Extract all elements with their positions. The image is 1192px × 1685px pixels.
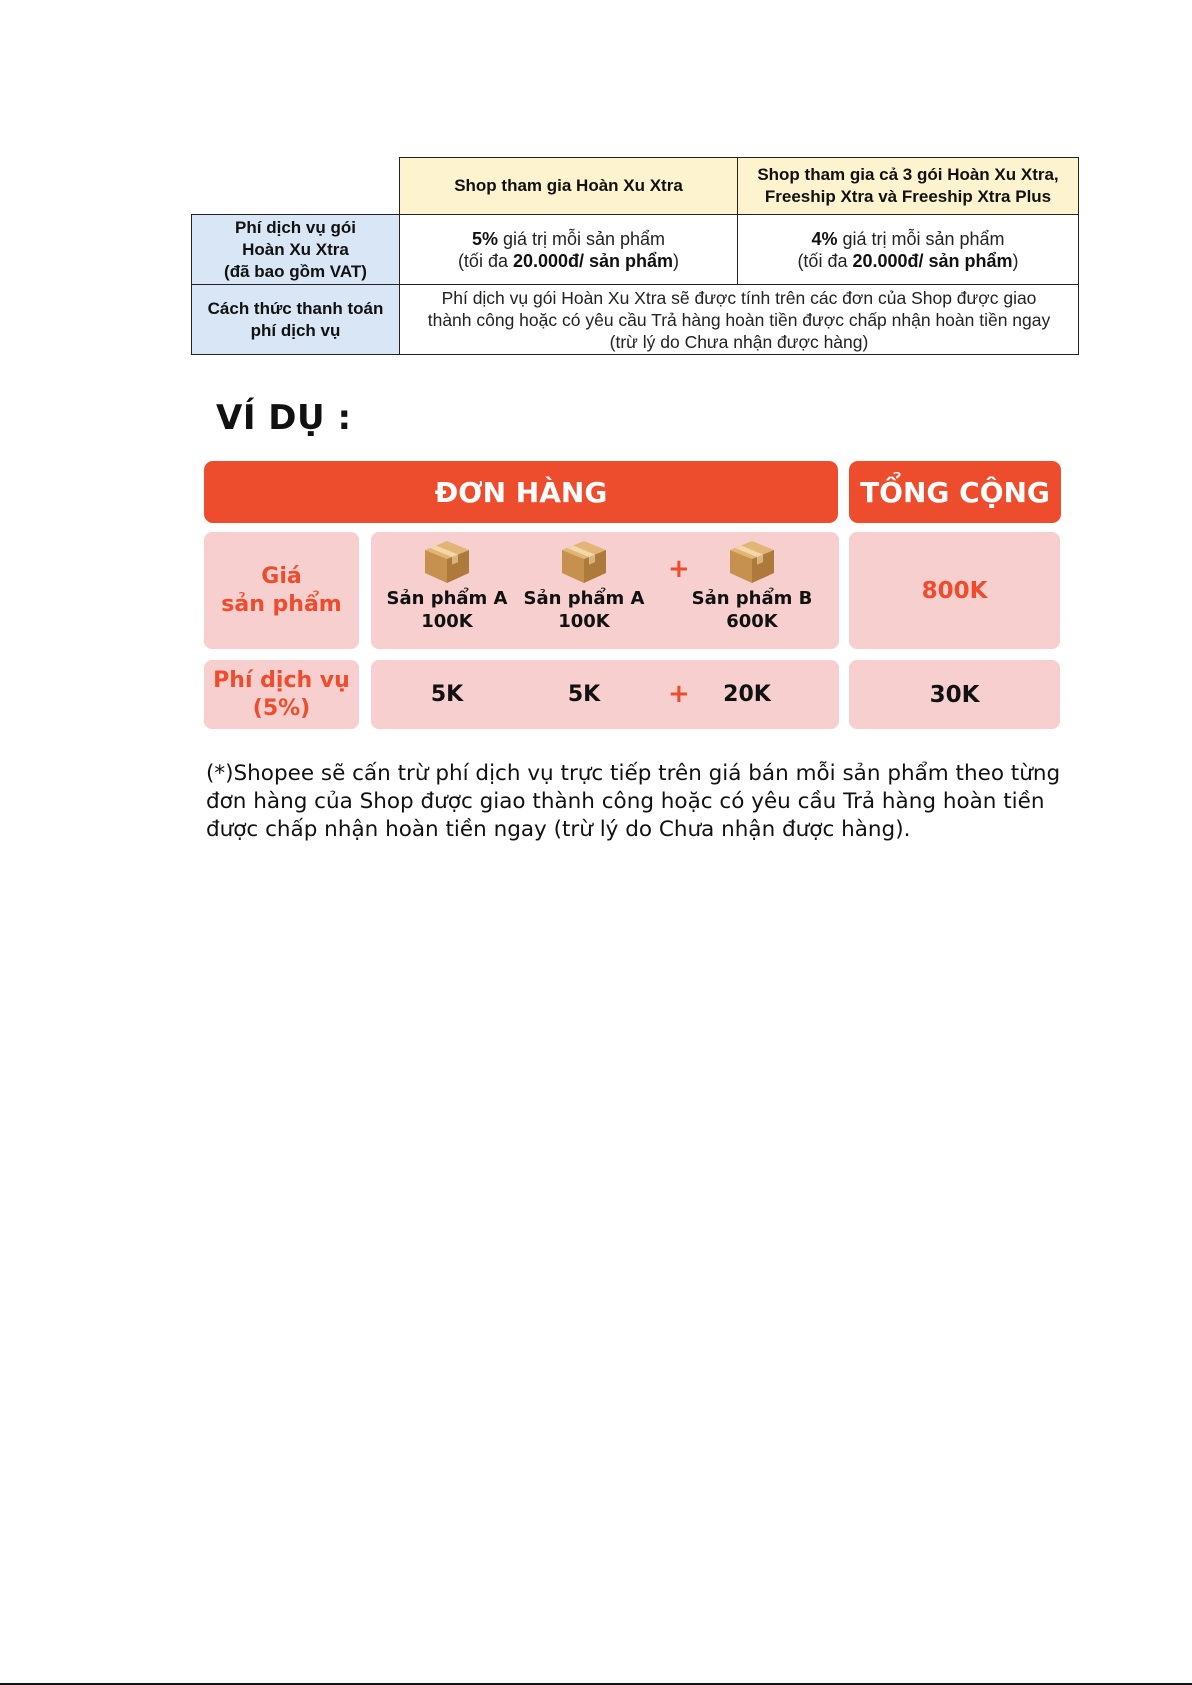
example-title: VÍ DỤ : [216, 398, 352, 438]
plus-sign: + [668, 554, 690, 584]
product-name: Sản phẩm A [523, 588, 645, 609]
fee-label: Phí dịch vụ (5%) [204, 660, 359, 729]
fees-box [371, 660, 839, 729]
product-price: 100K [421, 611, 473, 632]
product-name: Sản phẩm A [386, 588, 508, 609]
fee-table [191, 157, 1079, 355]
fee-value: 5K [430, 682, 464, 707]
fee-cell-combo: 4% giá trị mỗi sản phẩm (tối đa 20.000đ/ sản phẩm) [738, 215, 1079, 285]
row-header-payment: Cách thức thanh toán phí dịch vụ [192, 285, 400, 355]
products-box [371, 532, 839, 649]
product-item [382, 532, 512, 633]
product-item [519, 532, 649, 633]
fee-value: 5K [567, 682, 601, 707]
product-item [687, 532, 817, 633]
total-price-value: 800K [921, 577, 988, 604]
total-header: TỔNG CỘNG [849, 461, 1061, 523]
product-name: Sản phẩm B [691, 588, 813, 609]
price-label: Giá sản phẩm [204, 532, 359, 649]
product-price: 600K [726, 611, 778, 632]
fee-cell-hoan-xu: 5% giá trị mỗi sản phẩm (tối đa 20.000đ/ sản phẩm) [400, 215, 738, 285]
row-header-fee: Phí dịch vụ gói Hoàn Xu Xtra (đã bao gồm VAT) [192, 215, 400, 285]
order-header: ĐƠN HÀNG [204, 461, 838, 523]
plus-sign: + [668, 679, 690, 709]
table-corner [192, 158, 400, 215]
total-price-box [849, 532, 1060, 649]
payment-method-cell: Phí dịch vụ gói Hoàn Xu Xtra sẽ được tính trên các đơn của Shop được giao thành công hoặc có yêu cầu Trả hàng hoàn tiền được chấp nhận hoàn tiền ngay (trừ lý do Chưa nhận được hàng) [400, 285, 1079, 355]
package-icon [728, 539, 776, 585]
package-icon [423, 539, 471, 585]
col-header-combo: Shop tham gia cả 3 gói Hoàn Xu Xtra, Freeship Xtra và Freeship Xtra Plus [738, 158, 1079, 215]
fee-value: 20K [723, 682, 771, 707]
package-icon [560, 539, 608, 585]
footnote: (*)Shopee sẽ cấn trừ phí dịch vụ trực tiếp trên giá bán mỗi sản phẩm theo từng đơn hàng của Shop được giao thành công hoặc có yêu cầu Trả hàng hoàn tiền được chấp nhận hoàn tiền ngay (trừ lý do Chưa nhận được hàng). [206, 761, 1061, 842]
total-fee-box [849, 660, 1060, 729]
total-fee-value: 30K [929, 681, 980, 708]
col-header-hoan-xu: Shop tham gia Hoàn Xu Xtra [400, 158, 738, 215]
product-price: 100K [558, 611, 610, 632]
